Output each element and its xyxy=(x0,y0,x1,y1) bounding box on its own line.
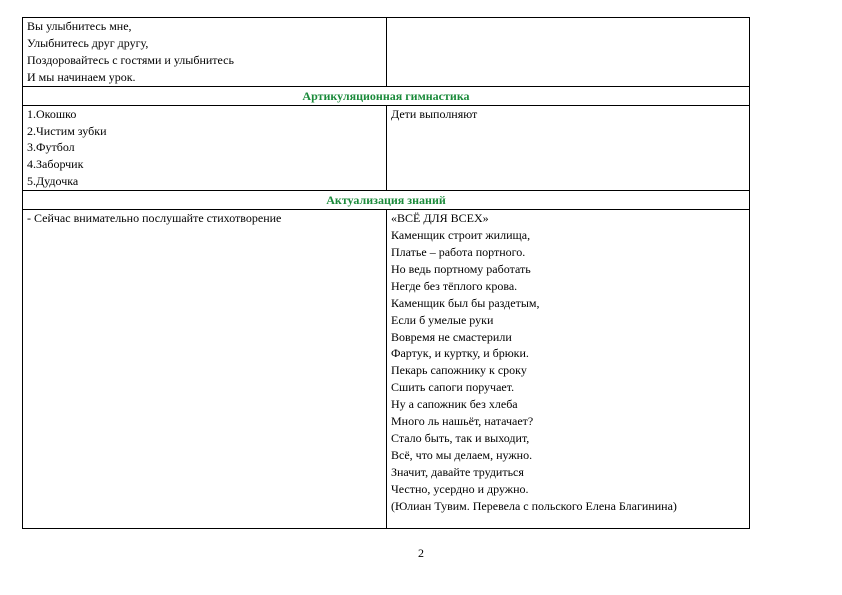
poem-line: Стало быть, так и выходит, xyxy=(391,430,530,445)
exercise-item: 5.Дудочка xyxy=(27,174,79,189)
poem-title: «ВСЁ ДЛЯ ВСЕХ» xyxy=(391,211,489,226)
greeting-line: Поздоровайтесь с гостями и улыбнитесь xyxy=(27,52,234,67)
actualization-row xyxy=(23,210,750,529)
poem-line: Сшить сапоги поручает. xyxy=(391,380,515,395)
poem-line: Фартук, и куртку, и брюки. xyxy=(391,346,529,361)
poem-line: Если б умелые руки xyxy=(391,312,494,327)
poem-line: Пекарь сапожнику к сроку xyxy=(391,363,527,378)
instruction-text: - Сейчас внимательно послушайте стихотворение xyxy=(27,211,282,226)
poem-line: Но ведь портному работать xyxy=(391,261,531,276)
section-header-actualization xyxy=(23,191,750,210)
exercise-item: 2.Чистим зубки xyxy=(27,123,107,138)
poem-line: Честно, усердно и дружно. xyxy=(391,481,529,496)
poem-cell xyxy=(387,210,750,529)
articulation-response-cell xyxy=(387,105,750,191)
page-number: 2 xyxy=(418,546,424,560)
lesson-table xyxy=(22,17,750,529)
poem-line: Вовремя не смастерили xyxy=(391,329,512,344)
response-text: Дети выполняют xyxy=(391,106,478,121)
exercise-item: 1.Окошко xyxy=(27,106,77,121)
exercise-item: 3.Футбол xyxy=(27,140,75,155)
greeting-cell xyxy=(23,18,387,87)
poem-line: Ну а сапожник без хлеба xyxy=(391,397,518,412)
poem-line: Много ль нашьёт, натачает? xyxy=(391,414,534,429)
section-title: Актуализация знаний xyxy=(23,191,750,210)
articulation-row xyxy=(23,105,750,191)
greeting-line: Вы улыбнитесь мне, xyxy=(27,19,132,33)
section-header-articulation xyxy=(23,86,750,105)
poem-line: Негде без тёплого крова. xyxy=(391,278,518,293)
section-title: Артикуляционная гимнастика xyxy=(23,86,750,105)
exercises-cell xyxy=(23,105,387,191)
greeting-line: Улыбнитесь друг другу, xyxy=(27,35,149,50)
greeting-row xyxy=(23,18,750,87)
poem-line: Платье – работа портного. xyxy=(391,244,526,259)
poem-attribution: (Юлиан Тувим. Перевела с польского Елена Благинина) xyxy=(391,498,677,513)
instruction-cell xyxy=(23,210,387,529)
poem-line: Всё, что мы делаем, нужно. xyxy=(391,447,533,462)
greeting-response-cell xyxy=(387,18,750,87)
poem-line: Значит, давайте трудиться xyxy=(391,464,524,479)
greeting-line: И мы начинаем урок. xyxy=(27,69,136,84)
poem-line: Каменщик был бы раздетым, xyxy=(391,295,540,310)
exercise-item: 4.Заборчик xyxy=(27,157,84,172)
poem-line: Каменщик строит жилища, xyxy=(391,228,531,243)
